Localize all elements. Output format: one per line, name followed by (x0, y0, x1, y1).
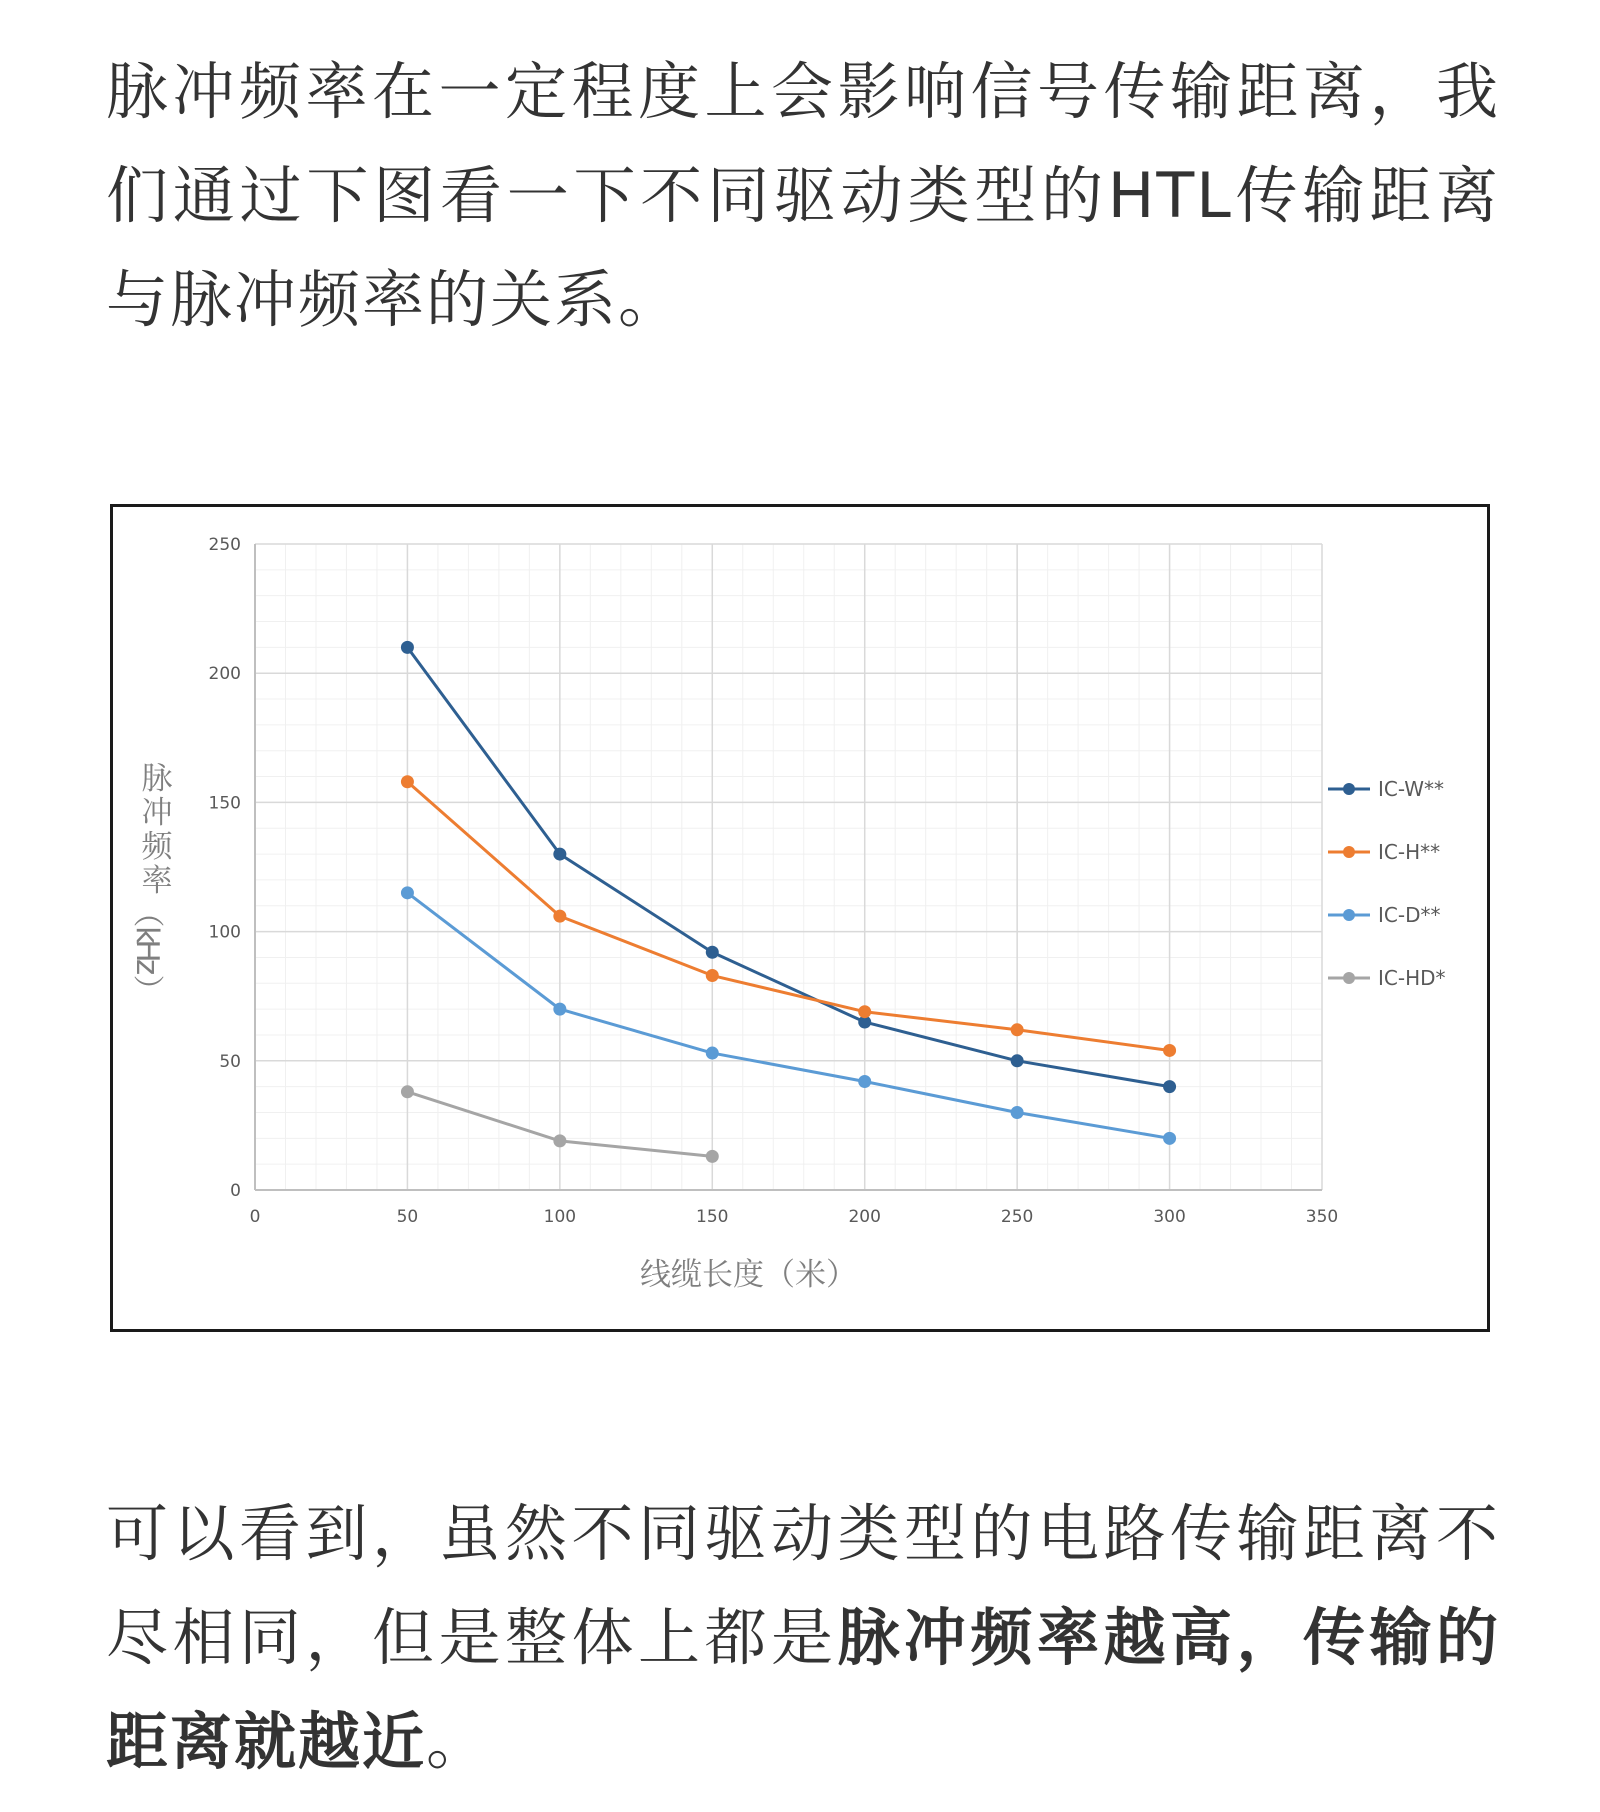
y-axis-title-char: k (129, 926, 165, 944)
legend-item (1328, 903, 1440, 927)
y-axis-title (129, 761, 174, 1006)
chart-frame (110, 504, 1490, 1332)
y-tick-label: 200 (208, 664, 241, 685)
legend-item (1328, 966, 1446, 990)
y-tick-label: 50 (219, 1051, 241, 1072)
y-axis-title-char: 脉 (141, 761, 173, 797)
chart-legend (1328, 777, 1446, 990)
x-tick-label: 200 (848, 1207, 881, 1227)
data-point (553, 1134, 566, 1147)
x-axis-title: 线缆长度（米） (640, 1257, 857, 1293)
y-axis-title-char: 冲 (141, 795, 173, 831)
y-tick-label: 0 (230, 1181, 241, 1201)
conclusion-emphasis: 脉冲频率越高，传输的距离就越近 (106, 1601, 1500, 1778)
x-tick-label: 100 (543, 1207, 577, 1227)
conclusion-text: 可以看到，虽然不同驱动类型的电路传输距离不尽相同，但是整体上都是 (106, 1497, 1500, 1674)
data-point (401, 886, 414, 899)
data-point (706, 1150, 719, 1163)
conclusion-paragraph (106, 1482, 1500, 1794)
data-point (553, 1003, 566, 1016)
legend-label: IC-HD* (1378, 966, 1446, 990)
series-line (407, 782, 1169, 1051)
y-axis-title-char: z (129, 958, 165, 976)
data-point (401, 775, 414, 788)
y-axis-title-char: 率 (141, 863, 173, 899)
legend-swatch-marker (1343, 846, 1355, 858)
y-axis-title-char: 频 (141, 829, 173, 865)
legend-swatch-marker (1343, 783, 1355, 795)
legend-item (1328, 840, 1440, 864)
data-point (706, 946, 719, 959)
data-point (553, 910, 566, 923)
y-axis-title-char: H (129, 939, 165, 963)
data-point (706, 1047, 719, 1060)
data-point (1011, 1054, 1024, 1067)
legend-swatch-marker (1343, 972, 1355, 984)
series-line (407, 647, 1169, 1086)
data-point (553, 848, 566, 861)
y-tick-label: 150 (208, 793, 241, 814)
data-point (1163, 1132, 1176, 1145)
x-tick-label: 350 (1305, 1207, 1339, 1227)
legend-label: IC-D** (1378, 903, 1441, 927)
legend-item (1328, 777, 1444, 801)
x-tick-label: 50 (396, 1207, 419, 1227)
conclusion-end: 。 (426, 1705, 491, 1778)
legend-label: IC-H** (1378, 840, 1441, 864)
x-tick-label: 150 (696, 1207, 729, 1227)
data-point (858, 1075, 871, 1088)
y-tick-label: 100 (208, 922, 241, 943)
y-axis-title-char: （ (129, 896, 165, 928)
data-point (401, 1085, 414, 1098)
x-tick-label: 300 (1153, 1207, 1186, 1227)
data-point (1163, 1044, 1176, 1057)
x-tick-label: 0 (249, 1207, 261, 1227)
data-point (1011, 1106, 1024, 1119)
y-axis-title-char: ） (129, 974, 165, 1006)
chart-series (401, 641, 1176, 1163)
data-point (706, 969, 719, 982)
data-point (1011, 1023, 1024, 1036)
data-point (401, 641, 414, 654)
x-tick-label: 250 (1000, 1207, 1034, 1227)
data-point (1163, 1080, 1176, 1093)
y-tick-label: 250 (208, 535, 241, 555)
intro-paragraph: 脉冲频率在一定程度上会影响信号传输距离，我们通过下图看一下不同驱动类型的HTL传输距离与脉冲频率的关系。 (106, 55, 1500, 336)
data-point (858, 1005, 871, 1018)
legend-label: IC-W** (1378, 777, 1445, 801)
line-chart (113, 507, 1487, 1329)
series-line (407, 893, 1169, 1138)
legend-swatch-marker (1343, 909, 1355, 921)
